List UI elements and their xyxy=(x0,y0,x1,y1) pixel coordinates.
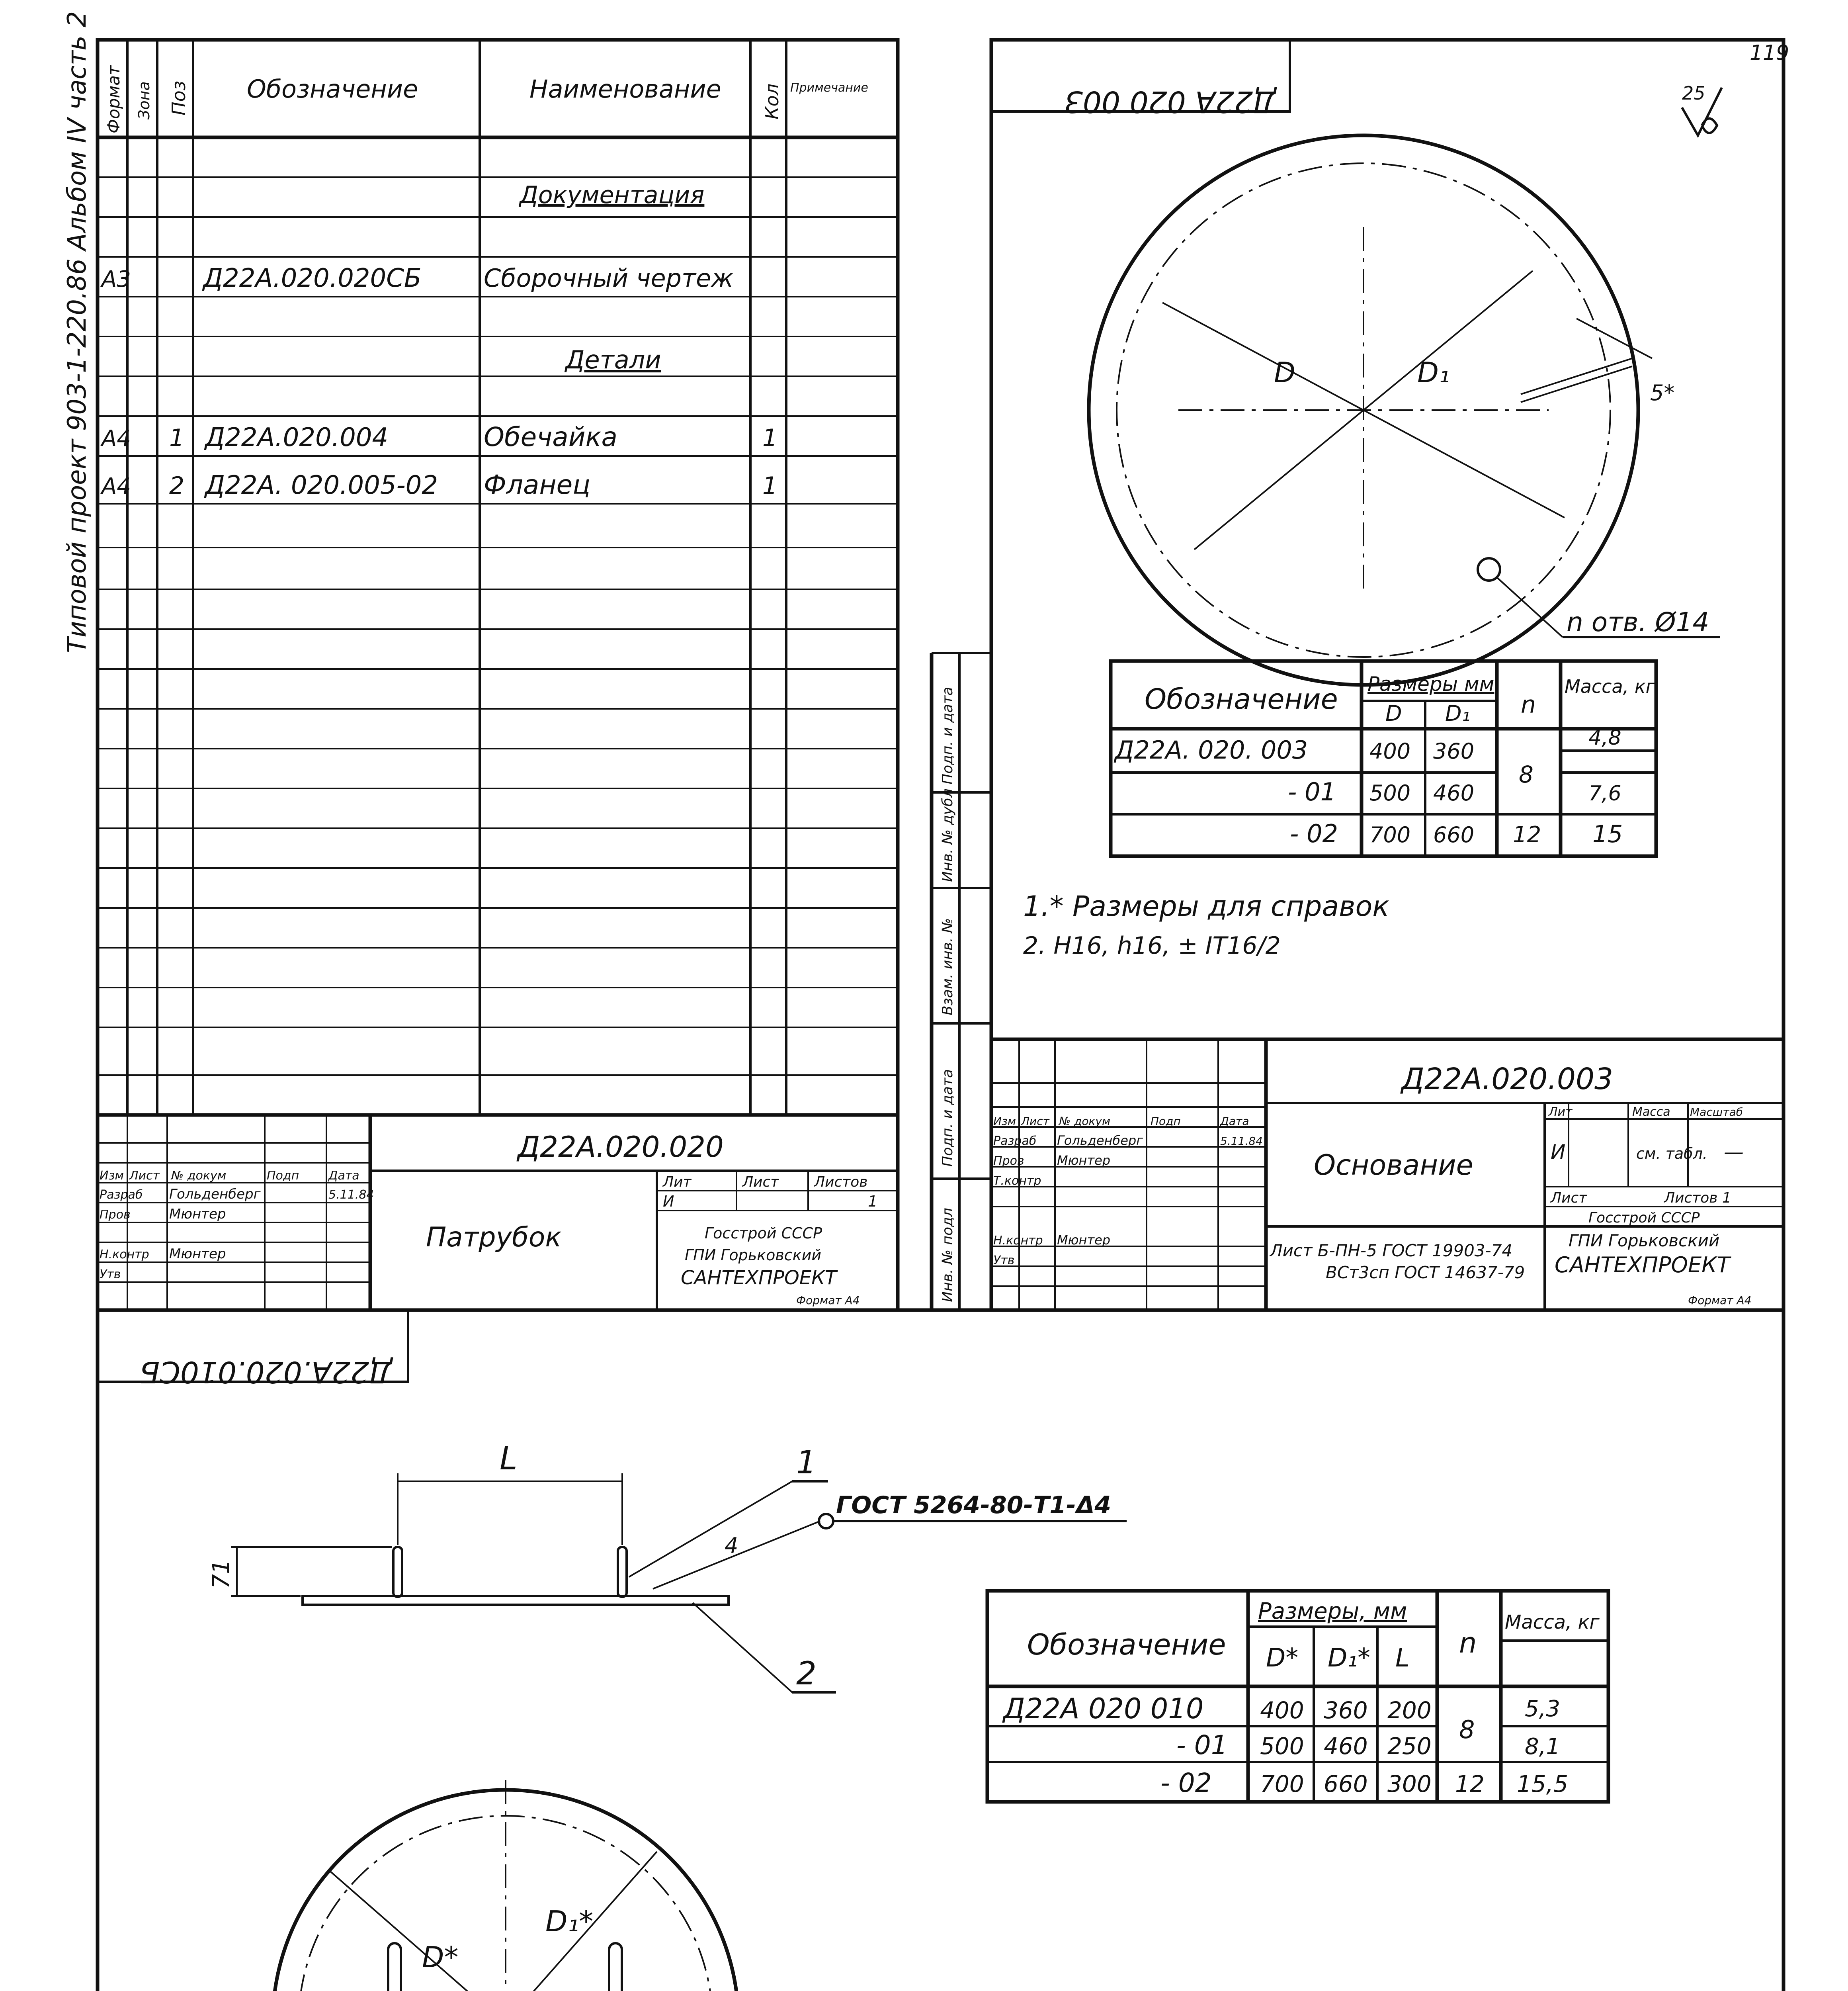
base-tb-org1: Госстрой СССР xyxy=(1588,1210,1700,1226)
cover-label-weld: ГОСТ 5264-80-Т1-Δ4 xyxy=(836,1491,1112,1519)
spec-tb-org2: ГПИ Горьковский xyxy=(685,1246,822,1264)
base-tb-material-1: Лист Б-ПН-5 ГОСТ 19903-74 xyxy=(1270,1241,1513,1260)
spec-h-qty: Кол xyxy=(761,83,783,119)
spec-tb-col-sign: Подп xyxy=(267,1169,299,1183)
base-th-designation: Обозначение xyxy=(1145,683,1338,716)
base-tb-person-2: Мюнтер xyxy=(1057,1153,1111,1168)
base-tb-org2: ГПИ Горьковский xyxy=(1569,1231,1720,1250)
spec-tb-col-izm: Изм xyxy=(100,1169,124,1183)
base-tb-date: 5.11.84 xyxy=(1220,1134,1263,1148)
cover-r3-n: 12 xyxy=(1455,1770,1485,1797)
spec-tb-name: Патрубок xyxy=(426,1222,562,1253)
cover-label-D: D* xyxy=(422,1940,459,1974)
cover-r1-n: 8 xyxy=(1459,1715,1475,1744)
spec-tb-col-doc: № докум xyxy=(171,1169,227,1183)
spec-h-name: Наименование xyxy=(529,74,721,104)
spec-tb-person-2: Мюнтер xyxy=(169,1206,226,1222)
spec-part2-designation: Д22А. 020.005-02 xyxy=(205,471,438,500)
cover-r1-L: 200 xyxy=(1387,1697,1432,1724)
base-label-hole: n отв. Ø14 xyxy=(1567,607,1709,638)
cover-r3-mass: 15,5 xyxy=(1517,1770,1569,1797)
base-r3-D1: 660 xyxy=(1433,822,1475,847)
base-tb-col-doc: № докум xyxy=(1059,1115,1111,1128)
base-tb-col-list: Лист xyxy=(1021,1115,1049,1128)
base-r3-designation: - 02 xyxy=(1290,819,1338,848)
cover-th-designation: Обозначение xyxy=(1027,1628,1226,1661)
spec-doc-designation: Д22А.020.020СБ xyxy=(203,264,422,293)
side-project-label: Типовой проект 903-1-220.86 Альбом IV часть 2 xyxy=(63,11,92,653)
base-tb-role-5: Утв xyxy=(993,1254,1015,1267)
spec-tb-col-list: Лист xyxy=(129,1169,160,1183)
base-r2-designation: - 01 xyxy=(1288,777,1336,806)
spec-h-format: Формат xyxy=(104,65,123,133)
cover-r1-mass: 5,3 xyxy=(1525,1696,1561,1722)
base-tb-person-3: Мюнтер xyxy=(1057,1232,1111,1248)
base-tb-list: Лист xyxy=(1551,1190,1587,1206)
base-note-1: 1.* Размеры для справок xyxy=(1023,890,1389,923)
cover-r2-L: 250 xyxy=(1387,1733,1432,1760)
spec-part2-qty: 1 xyxy=(762,472,778,500)
base-tb-lit-value: И xyxy=(1551,1140,1566,1164)
spec-tb-listov-label: Листов xyxy=(814,1174,868,1190)
spec-tb-role-ncontr: Н.контр xyxy=(100,1248,149,1261)
spec-part1-qty: 1 xyxy=(762,424,778,452)
cover-r1-designation: Д22А 020 010 xyxy=(1003,1692,1204,1725)
spec-h-designation: Обозначение xyxy=(247,74,418,104)
cover-label-h: 71 xyxy=(207,1559,234,1589)
base-tb-h-lit: Лит xyxy=(1549,1105,1573,1119)
base-side-3: Взам. инв. № xyxy=(940,918,956,1015)
base-r3-mass: 15 xyxy=(1592,820,1623,848)
base-tb-col-izm: Изм xyxy=(993,1115,1016,1128)
base-r1-mass: 4,8 xyxy=(1588,726,1621,750)
spec-section-parts: Детали xyxy=(565,345,661,374)
base-side-2: Подп. и дата xyxy=(940,1069,956,1167)
base-tb-listov: Листов 1 xyxy=(1664,1190,1731,1206)
spec-h-pos: Поз xyxy=(168,80,189,115)
spec-tb-code: Д22А.020.020 xyxy=(518,1130,724,1164)
spec-tb-listov-value: 1 xyxy=(868,1193,878,1210)
base-th-sizes: Размеры мм xyxy=(1367,673,1494,696)
spec-part2-pos: 2 xyxy=(169,472,185,500)
cover-r3-D1: 660 xyxy=(1324,1770,1368,1797)
cover-th-n: n xyxy=(1459,1627,1477,1659)
base-r2-mass: 7,6 xyxy=(1588,782,1621,806)
cover-r2-mass: 8,1 xyxy=(1525,1734,1561,1760)
base-th-D1: D₁ xyxy=(1445,701,1471,726)
page-number: 119 xyxy=(1750,41,1789,65)
cover-r1-D1: 360 xyxy=(1324,1697,1368,1724)
base-label-D1: D₁ xyxy=(1417,356,1450,389)
cover-r3-designation: - 02 xyxy=(1160,1768,1212,1798)
base-sheet xyxy=(932,40,1784,1310)
base-tb-role-1: Разраб xyxy=(993,1134,1037,1148)
spec-sheet xyxy=(98,40,898,1310)
cover-stamp: Д22А.020.010СБ xyxy=(139,1355,392,1389)
cover-label-D1: D₁* xyxy=(545,1905,594,1938)
base-tb-role-2: Пров xyxy=(993,1154,1024,1168)
cover-r1-D: 400 xyxy=(1260,1697,1304,1724)
spec-tb-person-3: Мюнтер xyxy=(169,1246,226,1262)
base-r3-n: 12 xyxy=(1513,822,1541,848)
base-tb-format: Формат А4 xyxy=(1688,1294,1752,1307)
spec-h-note: Примечание xyxy=(790,81,868,95)
spec-part1-designation: Д22А.020.004 xyxy=(205,423,389,452)
base-tb-role-3: Т.контр xyxy=(993,1174,1041,1188)
base-tb-h-mass: Масса xyxy=(1632,1105,1670,1119)
spec-tb-org3: САНТЕХПРОЕКТ xyxy=(681,1267,837,1289)
spec-part2-format: A4 xyxy=(102,473,131,499)
base-tb-scale: — xyxy=(1724,1140,1744,1164)
spec-tb-role-appr: Утв xyxy=(100,1267,121,1281)
base-tb-mass: см. табл. xyxy=(1636,1145,1707,1162)
cover-th-mass: Масса, кг xyxy=(1505,1611,1600,1633)
spec-tb-role-check: Пров xyxy=(100,1208,131,1222)
cover-r2-D1: 460 xyxy=(1324,1733,1368,1760)
base-th-n: n xyxy=(1521,691,1536,719)
base-title-block xyxy=(991,1039,1784,1310)
spec-section-documentation: Документация xyxy=(520,181,705,209)
base-r3-D: 700 xyxy=(1369,822,1411,847)
base-note-2: 2. Н16, h16, ± IT16/2 xyxy=(1023,932,1281,960)
cover-size-table xyxy=(987,1591,1608,1802)
base-r1-D1: 360 xyxy=(1433,739,1475,764)
base-r1-D: 400 xyxy=(1369,739,1411,764)
base-stamp: Д22А 020 003 xyxy=(1064,84,1276,119)
cover-r2-D: 500 xyxy=(1260,1733,1304,1760)
spec-doc-name: Сборочный чертеж xyxy=(484,264,734,293)
base-r2-D: 500 xyxy=(1369,780,1411,806)
base-side-stamps xyxy=(932,653,991,1310)
spec-tb-date: 5.11.84 xyxy=(328,1188,374,1202)
spec-tb-format: Формат А4 xyxy=(796,1294,860,1307)
base-side-5: Подп. и дата xyxy=(940,686,956,784)
base-tb-org3: САНТЕХПРОЕКТ xyxy=(1555,1252,1730,1277)
spec-title-block xyxy=(98,1115,898,1310)
spec-tb-lit-label: Лит xyxy=(663,1174,692,1190)
base-tb-code: Д22А.020.003 xyxy=(1401,1062,1614,1096)
base-tb-person-1: Гольденберг xyxy=(1057,1133,1143,1148)
cover-th-D: D* xyxy=(1266,1643,1299,1673)
base-roughness-value: 25 xyxy=(1682,82,1705,104)
cover-th-D1: D₁* xyxy=(1328,1643,1370,1673)
spec-part1-name: Обечайка xyxy=(484,422,617,452)
cover-label-weld-leg: 4 xyxy=(725,1533,738,1558)
cover-sheet xyxy=(98,1310,1784,1991)
cover-th-L: L xyxy=(1395,1643,1410,1673)
base-label-D: D xyxy=(1274,356,1295,389)
base-tb-h-scale: Масштаб xyxy=(1690,1105,1743,1119)
cover-th-sizes: Размеры, мм xyxy=(1258,1598,1407,1624)
base-tb-col-sign: Подп xyxy=(1151,1115,1181,1128)
spec-part1-pos: 1 xyxy=(169,424,185,452)
base-size-table xyxy=(1111,661,1656,856)
base-th-mass: Масса, кг xyxy=(1565,676,1655,697)
base-r1-n: 8 xyxy=(1519,761,1533,788)
base-r2-D1: 460 xyxy=(1433,780,1475,806)
spec-tb-list-label: Лист xyxy=(742,1174,779,1190)
base-label-angle: 5* xyxy=(1650,380,1675,405)
base-r1-designation: Д22А. 020. 003 xyxy=(1115,735,1308,765)
base-tb-material-2: ВСт3сп ГОСТ 14637-79 xyxy=(1326,1263,1525,1282)
spec-doc-format: A3 xyxy=(102,266,131,292)
cover-label-pos1: 1 xyxy=(796,1444,817,1481)
spec-tb-org1: Госстрой СССР xyxy=(705,1224,822,1242)
spec-part1-format: A4 xyxy=(102,426,131,452)
cover-plan-view xyxy=(263,1780,784,1991)
base-side-1: Инв. № подл xyxy=(940,1208,956,1302)
base-tb-name: Основание xyxy=(1314,1149,1473,1181)
base-plan-view xyxy=(1089,135,1720,685)
cover-label-pos2: 2 xyxy=(796,1655,817,1692)
spec-grid-rows xyxy=(98,177,898,1075)
base-side-4: Инв. № дубл xyxy=(940,788,956,882)
cover-r2-designation: - 01 xyxy=(1176,1730,1228,1760)
cover-label-L: L xyxy=(500,1440,518,1477)
base-th-D: D xyxy=(1385,701,1402,726)
spec-tb-lit-value: И xyxy=(663,1193,674,1210)
spec-h-zone: Зона xyxy=(135,81,153,119)
spec-tb-col-date: Дата xyxy=(328,1169,359,1183)
base-tb-col-date: Дата xyxy=(1220,1115,1249,1128)
base-tb-role-4: Н.контр xyxy=(993,1234,1043,1248)
spec-tb-role-dev: Разраб xyxy=(100,1188,143,1202)
spec-part2-name: Фланец xyxy=(484,469,591,500)
cover-r3-L: 300 xyxy=(1387,1770,1432,1797)
cover-r3-D: 700 xyxy=(1260,1770,1304,1797)
spec-tb-person-1: Гольденберг xyxy=(169,1186,261,1202)
